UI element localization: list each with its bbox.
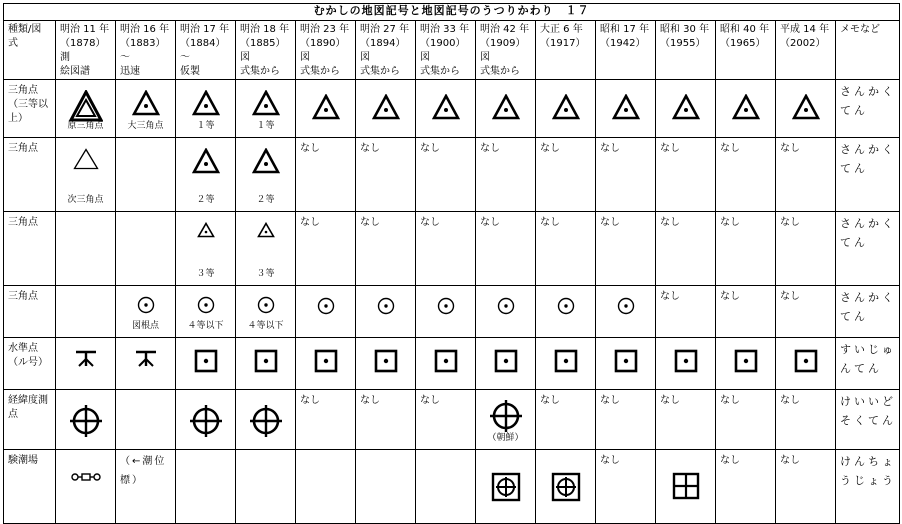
symbol-cell [536, 212, 596, 286]
column-header: 明治 18 年 （1885）図 式集から [236, 21, 296, 80]
column-header: メモなど [836, 21, 900, 80]
corner-label: 種類/図 式 [4, 21, 56, 80]
symbol-cell [116, 390, 176, 450]
triangle-dot-icon [236, 90, 295, 121]
symbol-cell [596, 212, 656, 286]
symbol-cell [416, 138, 476, 212]
symbol-cell [236, 286, 296, 338]
none-text: なし [660, 395, 680, 406]
symbol-cell [536, 450, 596, 524]
symbol-cell [656, 338, 716, 390]
circle-dot-icon [596, 297, 655, 320]
circle-dot-icon [296, 297, 355, 320]
symbol-cell [596, 390, 656, 450]
triangle-dot-icon [176, 90, 235, 121]
symbol-cell [356, 338, 416, 390]
column-header: 平成 14 年 （2002） [776, 21, 836, 80]
symbol-cell [536, 80, 596, 138]
symbol-caption: （朝鮮） [487, 433, 524, 443]
circle-dot-icon [176, 296, 235, 319]
symbol-cell [296, 338, 356, 390]
symbol-cell [56, 286, 116, 338]
none-text: なし [660, 143, 680, 154]
symbol-cell [116, 212, 176, 286]
none-text: なし [420, 143, 440, 154]
none-text: なし [420, 217, 440, 228]
symbol-cell [356, 80, 416, 138]
symbol-cell [416, 338, 476, 390]
square-dot-icon [776, 349, 835, 378]
symbol-cell [476, 212, 536, 286]
none-text: なし [780, 455, 800, 466]
triangle-dot-icon [176, 148, 235, 179]
crosshair-circle-icon [236, 405, 295, 442]
circle-dot-icon [536, 297, 595, 320]
none-text: なし [780, 395, 800, 406]
symbol-cell [56, 390, 116, 450]
crosshair-circle-icon [56, 405, 115, 442]
symbol-cell [236, 338, 296, 390]
symbol-caption: 大三角点 [127, 121, 164, 131]
symbol-cell [356, 138, 416, 212]
none-text: なし [720, 395, 740, 406]
symbol-cell [476, 286, 536, 338]
table-row [4, 138, 900, 212]
symbol-cell [236, 80, 296, 138]
symbol-cell [716, 338, 776, 390]
symbol-cell [656, 390, 716, 450]
symbol-caption: ４等以下 [187, 321, 224, 331]
square-dot-icon [356, 349, 415, 378]
symbol-cell [176, 80, 236, 138]
triangle-dot-icon [536, 94, 595, 125]
none-text: なし [300, 143, 320, 154]
symbol-cell [356, 450, 416, 524]
triangle-dot-icon [476, 94, 535, 125]
triangle-outline-icon [56, 148, 115, 175]
square-dot-icon [476, 349, 535, 378]
symbol-cell [296, 390, 356, 450]
none-text: なし [540, 143, 560, 154]
row-label: 三角点 [4, 138, 56, 212]
symbol-caption: ２等 [196, 195, 215, 205]
symbol-cell [656, 80, 716, 138]
symbol-cell [476, 138, 536, 212]
square-dot-icon [596, 349, 655, 378]
symbol-cell [116, 286, 176, 338]
symbol-cell [776, 212, 836, 286]
table-row [4, 80, 900, 138]
none-text: なし [360, 217, 380, 228]
symbol-cell [656, 450, 716, 524]
symbol-cell [176, 390, 236, 450]
none-text: なし [780, 217, 800, 228]
symbol-cell [776, 338, 836, 390]
symbol-cell [536, 138, 596, 212]
symbol-cell [476, 390, 536, 450]
symbol-caption: ３等 [196, 269, 215, 279]
symbol-cell [296, 138, 356, 212]
none-text: なし [720, 143, 740, 154]
symbol-cell [296, 80, 356, 138]
symbol-caption: ３等 [256, 269, 275, 279]
symbol-cell [416, 80, 476, 138]
symbol-cell [236, 138, 296, 212]
symbol-cell [716, 138, 776, 212]
circle-dot-icon [476, 297, 535, 320]
column-header: 昭和 40 年 （1965） [716, 21, 776, 80]
tide-gauge-link-icon [56, 472, 115, 487]
none-text: なし [420, 395, 440, 406]
symbol-cell [776, 138, 836, 212]
circle-dot-icon [416, 297, 475, 320]
symbol-cell [716, 286, 776, 338]
column-header: 昭和 30 年 （1955） [656, 21, 716, 80]
column-header: 明治 42 年 （1909）図 式集から [476, 21, 536, 80]
symbol-cell [56, 450, 116, 524]
none-text: なし [300, 217, 320, 228]
column-header: 明治 33 年 （1900）図 式集から [416, 21, 476, 80]
memo-reading: さんかく てん [836, 286, 900, 338]
cell-note: （←潮位 標） [120, 456, 167, 486]
symbol-cell [416, 212, 476, 286]
symbol-cell [716, 212, 776, 286]
symbol-caption: １等 [256, 121, 275, 131]
symbol-cell [236, 450, 296, 524]
row-label: 三角点 （三等以 上） [4, 80, 56, 138]
none-text: なし [780, 291, 800, 302]
none-text: なし [600, 455, 620, 466]
column-header: 明治 16 年 （1883）～ 迅速 [116, 21, 176, 80]
symbol-caption: ４等以下 [247, 321, 284, 331]
symbol-cell [776, 80, 836, 138]
row-label: 経緯度測 点 [4, 390, 56, 450]
triangle-dot-icon [776, 94, 835, 125]
none-text: なし [720, 291, 740, 302]
row-label: 三角点 [4, 212, 56, 286]
grid-square-icon [656, 472, 715, 505]
symbol-cell [416, 286, 476, 338]
symbol-cell [116, 450, 176, 524]
symbol-cell [176, 286, 236, 338]
symbol-cell [296, 286, 356, 338]
row-label: 験潮場 [4, 450, 56, 524]
none-text: なし [660, 217, 680, 228]
symbol-cell [716, 450, 776, 524]
column-header: 明治 27 年 （1894）図 式集から [356, 21, 416, 80]
symbol-cell [356, 212, 416, 286]
symbol-cell [596, 138, 656, 212]
symbol-cell [476, 80, 536, 138]
column-header: 大正 6 年 （1917） [536, 21, 596, 80]
symbol-caption: １等 [196, 121, 215, 131]
symbol-cell [536, 338, 596, 390]
benchmark-t-icon [116, 349, 175, 372]
symbol-cell [536, 286, 596, 338]
symbol-caption: ２等 [256, 195, 275, 205]
square-dot-icon [716, 349, 775, 378]
square-dot-icon [296, 349, 355, 378]
column-header: 明治 11 年 （1878）測 絵図譜 [56, 21, 116, 80]
square-dot-icon [536, 349, 595, 378]
symbol-cell [716, 80, 776, 138]
symbol-cell [56, 338, 116, 390]
symbol-cell [596, 80, 656, 138]
none-text: なし [480, 143, 500, 154]
triangle-dot-icon [416, 94, 475, 125]
symbol-cell [236, 212, 296, 286]
none-text: なし [300, 395, 320, 406]
symbol-caption: 次三角点 [67, 195, 104, 205]
triangle-dot-icon [236, 148, 295, 179]
none-text: なし [600, 395, 620, 406]
header-row [4, 21, 900, 80]
none-text: なし [660, 291, 680, 302]
circle-dot-icon [236, 296, 295, 319]
symbol-cell [296, 450, 356, 524]
triangle-dot-icon [596, 94, 655, 125]
triangle-dot-icon [716, 94, 775, 125]
memo-reading: けんちょ うじょう [836, 450, 900, 524]
symbol-cell [356, 286, 416, 338]
column-header: 明治 17 年 （1884）～ 仮製 [176, 21, 236, 80]
memo-reading: さんかく てん [836, 212, 900, 286]
triangle-dot-icon [116, 90, 175, 121]
column-header: 明治 23 年 （1890）図 式集から [296, 21, 356, 80]
symbol-cell [596, 338, 656, 390]
row-label: 水準点 （ル号） [4, 338, 56, 390]
symbol-cell [536, 390, 596, 450]
symbol-cell [656, 286, 716, 338]
table-row [4, 286, 900, 338]
symbol-cell [176, 450, 236, 524]
symbol-cell [776, 286, 836, 338]
symbol-cell [656, 138, 716, 212]
small-triangle-dot-icon [176, 222, 235, 243]
symbol-cell [116, 138, 176, 212]
symbol-cell [476, 338, 536, 390]
none-text: なし [360, 395, 380, 406]
crosshair-circle-icon [176, 405, 235, 442]
map-symbol-table [3, 3, 900, 524]
triangle-dot-icon [296, 94, 355, 125]
none-text: なし [780, 143, 800, 154]
symbol-cell [356, 390, 416, 450]
table-row [4, 338, 900, 390]
row-label: 三角点 [4, 286, 56, 338]
column-header: 昭和 17 年 （1942） [596, 21, 656, 80]
table-row [4, 390, 900, 450]
symbol-cell [596, 286, 656, 338]
symbol-cell [416, 390, 476, 450]
benchmark-t-icon [56, 349, 115, 372]
memo-reading: けいいど そくてん [836, 390, 900, 450]
memo-reading: さんかく てん [836, 138, 900, 212]
symbol-cell [236, 390, 296, 450]
square-dot-icon [176, 349, 235, 378]
square-dot-icon [416, 349, 475, 378]
symbol-cell [716, 390, 776, 450]
symbol-cell [476, 450, 536, 524]
triangle-dot-icon [656, 94, 715, 125]
table-row [4, 212, 900, 286]
symbol-cell [176, 338, 236, 390]
symbol-cell [596, 450, 656, 524]
symbol-cell [56, 138, 116, 212]
square-dot-icon [236, 349, 295, 378]
none-text: なし [600, 143, 620, 154]
table-row [4, 450, 900, 524]
square-dot-icon [656, 349, 715, 378]
symbol-cell [56, 80, 116, 138]
page-title: むかしの地図記号と地図記号のうつりかわり １７ [4, 4, 900, 21]
symbol-cell [116, 80, 176, 138]
symbol-cell [56, 212, 116, 286]
triangle-dot-icon [356, 94, 415, 125]
symbol-cell [176, 138, 236, 212]
symbol-cell [116, 338, 176, 390]
none-text: なし [720, 217, 740, 228]
symbol-caption: 原三角点 [67, 121, 104, 131]
symbol-caption: 図根点 [131, 321, 159, 331]
none-text: なし [540, 395, 560, 406]
circle-dot-icon [116, 296, 175, 319]
symbol-cell [416, 450, 476, 524]
memo-reading: さんかく てん [836, 80, 900, 138]
symbol-cell [656, 212, 716, 286]
symbol-cell [176, 212, 236, 286]
symbol-cell [296, 212, 356, 286]
symbol-cell [776, 390, 836, 450]
none-text: なし [720, 455, 740, 466]
none-text: なし [600, 217, 620, 228]
square-crosshair-icon [536, 472, 595, 507]
none-text: なし [540, 217, 560, 228]
none-text: なし [480, 217, 500, 228]
symbol-cell [776, 450, 836, 524]
memo-reading: すいじゅ んてん [836, 338, 900, 390]
circle-dot-icon [356, 297, 415, 320]
square-crosshair-icon [476, 472, 535, 507]
small-triangle-dot-icon [236, 222, 295, 243]
none-text: なし [360, 143, 380, 154]
